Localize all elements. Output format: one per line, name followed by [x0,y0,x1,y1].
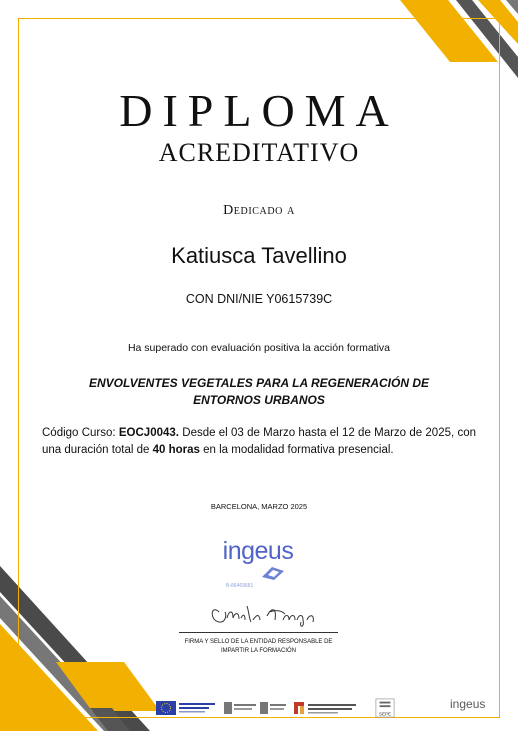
passed-text: Ha superado con evaluación positiva la acción formativa [127,342,391,354]
eu-flag-logo [156,698,218,718]
dni-line: CON DNI/NIE Y0615739C [185,292,333,306]
signature-line [179,632,338,633]
signature-caption: FIRMA Y SELLO DE LA ENTIDAD RESPONSABLE DE IMPARTIR LA FORMACIÓN [184,639,333,654]
course-code: EOCJ0043. [118,427,179,439]
ingeus-id: B-86469681 [226,583,254,589]
ingeus-mark-icon [260,565,286,581]
course-code-label: Código Curso: [42,427,116,439]
course-details [42,425,476,458]
government-logo [224,698,288,718]
recovery-plan-logo [294,698,360,718]
course-title: ENVOLVENTES VEGETALES PARA LA REGENERACIÓN DE ENTORNOS URBANOS [88,376,430,407]
ingeus-logo: ingeus [222,537,294,565]
course-modality: en la modalidad formativa presencial. [203,443,394,456]
diploma-subtitle: ACREDITATIVO [158,138,360,167]
dedicated-label: Dedicado a [223,203,295,218]
course-dates: Desde el 03 de Marzo hasta el 12 de Marzo de 2025, con una duración total de [42,427,476,456]
signature-image [205,592,325,628]
course-hours: 40 horas [152,443,200,456]
diploma-title: DIPLOMA [119,85,399,136]
recipient-name: Katiusca Tavellino [171,243,347,268]
ingeus-stamp [218,537,298,597]
sepe-text: SEPE [378,711,392,717]
footer-logos [156,698,406,720]
sepe-logo [374,698,396,718]
ingeus-footer-logo: ingeus [450,697,486,711]
place-date: BARCELONA, MARZO 2025 [210,502,308,511]
